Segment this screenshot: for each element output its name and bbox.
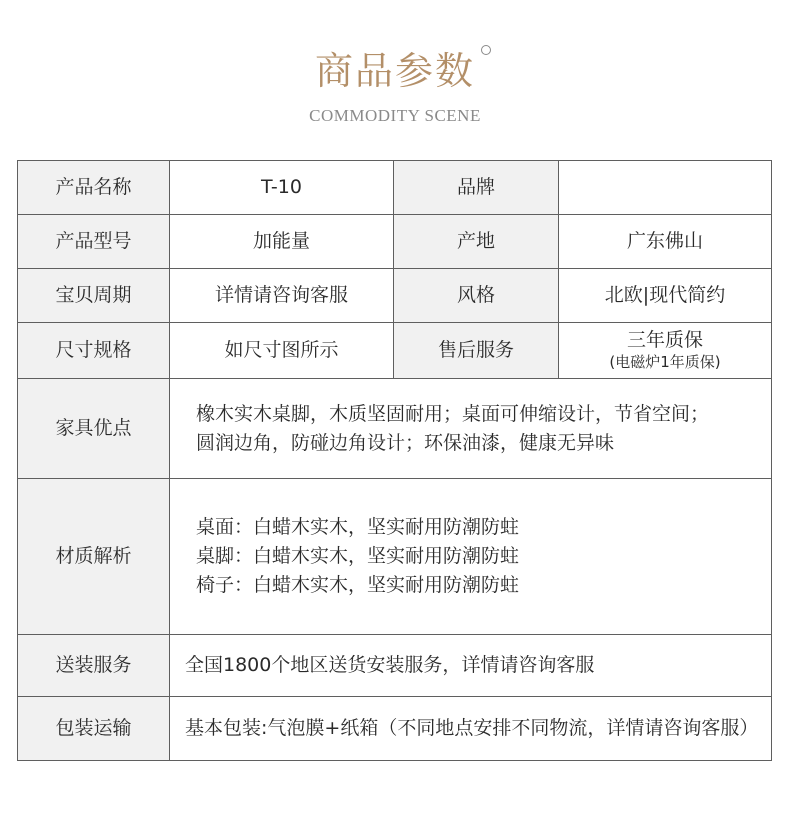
spec-row-cycle [18,269,772,323]
style-label: 风格 [394,269,559,323]
packing-label: 包装运输 [18,697,170,761]
spec-row-name [18,161,772,215]
advantages-text [170,400,771,458]
spec-row-advantages [18,379,772,479]
aftersale-label: 售后服务 [394,323,559,379]
product-name-value: T-10 [170,161,394,215]
material-label: 材质解析 [18,479,170,635]
product-name-label: 产品名称 [18,161,170,215]
delivery-label: 送装服务 [18,635,170,697]
advantages-cell [170,379,772,479]
delivery-value: 全国1800个地区送货安装服务，详情请咨询客服 [185,653,595,676]
advantages-line: 圆润边角，防碰边角设计；环保油漆，健康无异味 [196,431,615,454]
material-line: 桌面：白蜡木实木，坚实耐用防潮防蛀 [196,516,520,538]
spec-row-delivery [18,635,772,697]
brand-label: 品牌 [394,161,559,215]
packing-value: 基本包装:气泡膜+纸箱（不同地点安排不同物流，详情请咨询客服） [185,716,759,739]
section-title: 商品参数 [314,49,475,93]
packing-cell [170,697,772,761]
size-value: 如尺寸图所示 [170,323,394,379]
cycle-label: 宝贝周期 [18,269,170,323]
advantages-line: 橡木实木桌脚，木质坚固耐用；桌面可伸缩设计，节省空间； [196,402,710,425]
spec-row-size [18,323,772,379]
advantages-label: 家具优点 [18,379,170,479]
material-line: 桌脚：白蜡木实木，坚实耐用防潮防蛀 [196,545,520,567]
spec-row-packing [18,697,772,761]
spec-table [17,160,772,761]
style-value: 北欧|现代简约 [559,269,772,323]
size-label: 尺寸规格 [18,323,170,379]
origin-value: 广东佛山 [559,215,772,269]
aftersale-note: (电磁炉1年质保) [609,353,721,371]
cycle-value: 详情请咨询客服 [170,269,394,323]
brand-value [559,161,772,215]
section-header [0,0,790,150]
spec-row-model [18,215,772,269]
delivery-cell [170,635,772,697]
material-cell [170,479,772,635]
material-text [170,513,771,600]
origin-label: 产地 [394,215,559,269]
spec-row-material [18,479,772,635]
circle-dot-icon [481,45,491,55]
model-label: 产品型号 [18,215,170,269]
section-subtitle: COMMODITY SCENE [309,106,481,125]
model-value: 加能量 [170,215,394,269]
material-line: 椅子：白蜡木实木，坚实耐用防潮防蛀 [196,574,520,596]
aftersale-cell [559,323,772,379]
aftersale-value: 三年质保 [626,329,703,352]
